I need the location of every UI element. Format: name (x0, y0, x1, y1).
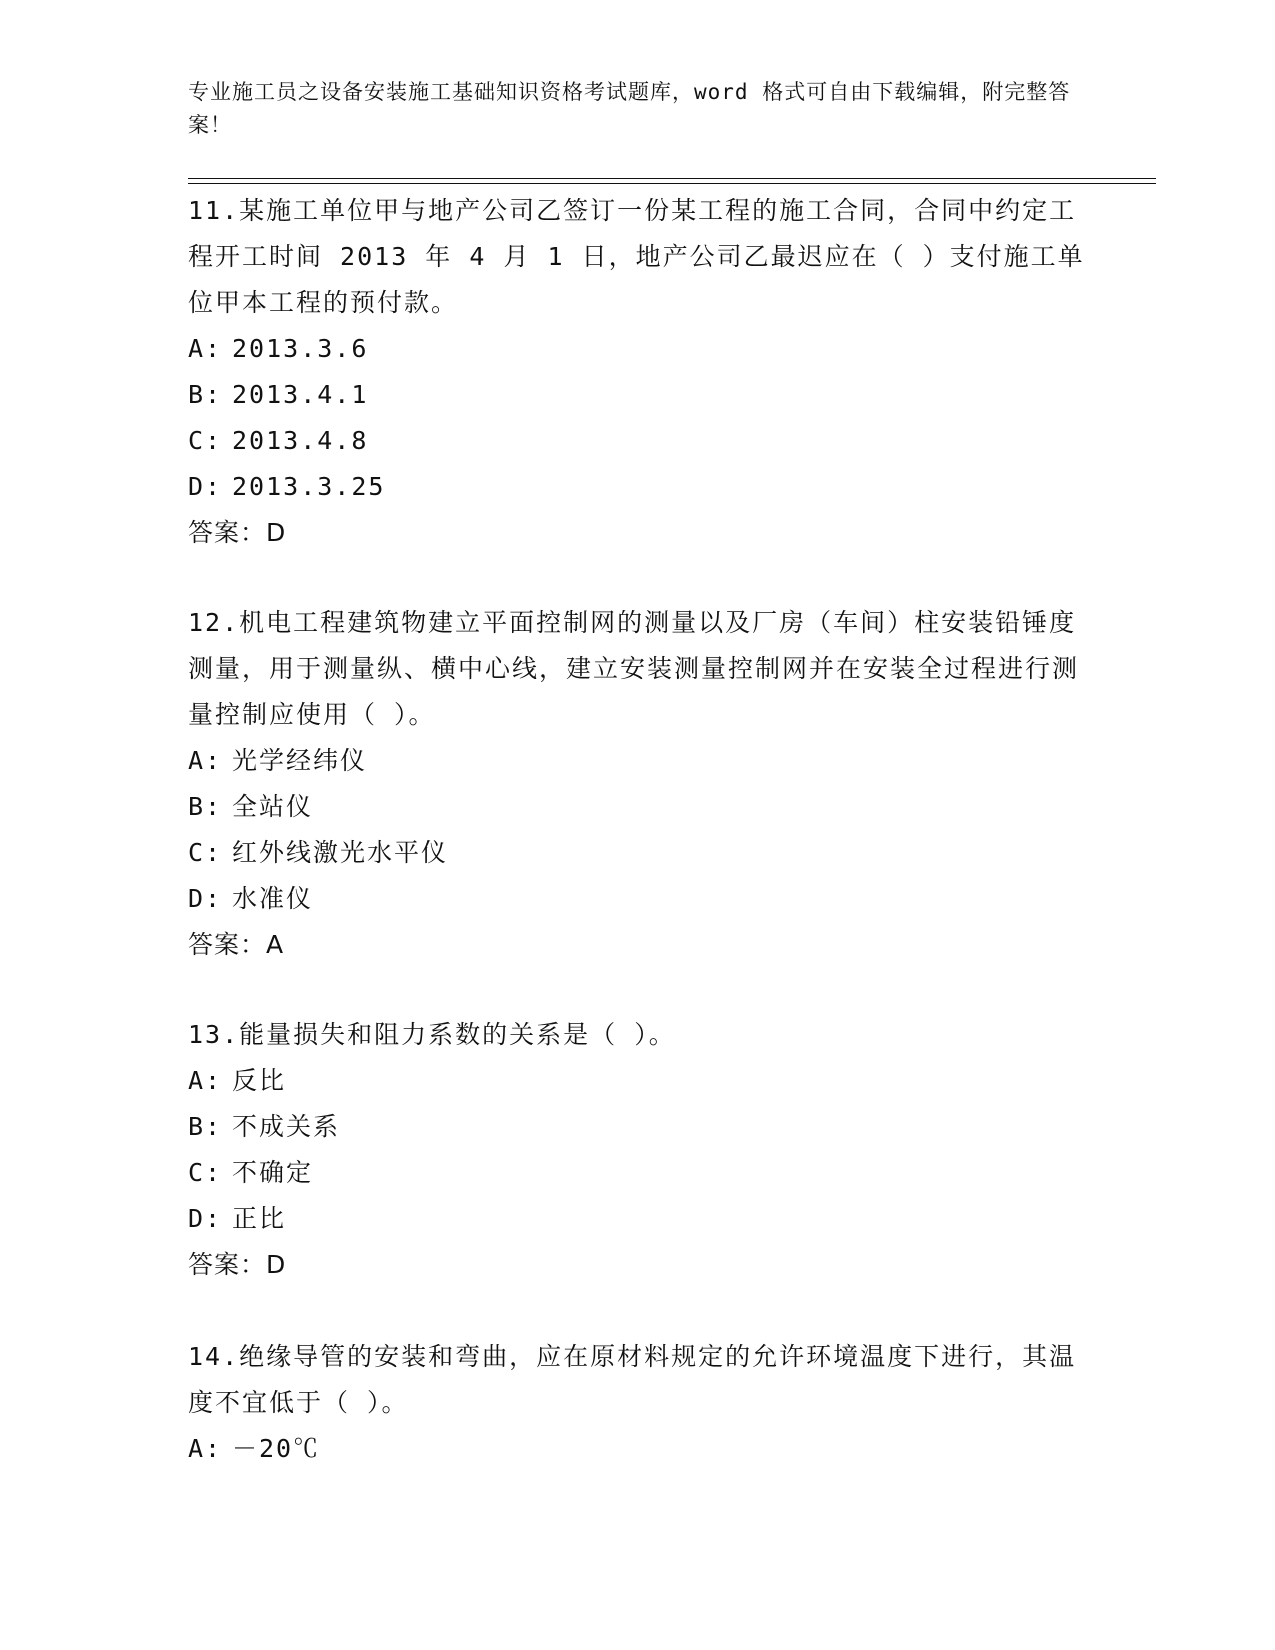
question-11 (188, 188, 1088, 556)
question-stem: 14.绝缘导管的安装和弯曲，应在原材料规定的允许环境温度下进行，其温度不宜低于（ ）。 (188, 1342, 1077, 1417)
option-text: 光学经纬仪 (232, 746, 368, 775)
option-text: 2013.3.25 (232, 472, 386, 501)
option-b (188, 372, 1088, 418)
question-stem: 13.能量损失和阻力系数的关系是（ ）。 (188, 1020, 676, 1049)
question-stem: 11.某施工单位甲与地产公司乙签订一份某工程的施工合同，合同中约定工程开工时间 2013 年 4 月 1 日，地产公司乙最迟应在（ ）支付施工单位甲本工程的预付款。 (188, 196, 1085, 317)
option-a (188, 1426, 1088, 1472)
option-text: 水准仪 (232, 884, 314, 913)
option-letter: C: (188, 1158, 223, 1187)
option-text: 2013.4.1 (232, 380, 369, 409)
option-letter: A: (188, 334, 223, 363)
option-text: 不成关系 (232, 1112, 341, 1141)
answer-line: 答案：D (188, 1250, 287, 1279)
option-c (188, 418, 1088, 464)
option-text: 不确定 (232, 1158, 314, 1187)
option-letter: C: (188, 426, 223, 455)
option-text: 正比 (232, 1204, 287, 1233)
option-letter: A: (188, 746, 223, 775)
option-letter: B: (188, 1112, 223, 1141)
option-d (188, 464, 1088, 510)
question-12 (188, 600, 1088, 968)
option-text: －20℃ (232, 1434, 321, 1463)
option-a (188, 738, 1088, 784)
option-b (188, 784, 1088, 830)
option-letter: C: (188, 838, 223, 867)
option-b (188, 1104, 1088, 1150)
question-14 (188, 1334, 1088, 1472)
header-divider-top (188, 178, 1156, 179)
option-text: 全站仪 (232, 792, 314, 821)
answer-line: 答案：A (188, 930, 285, 959)
answer-line: 答案：D (188, 518, 287, 547)
option-text: 2013.3.6 (232, 334, 369, 363)
option-letter: D: (188, 1204, 223, 1233)
option-letter: A: (188, 1434, 223, 1463)
option-letter: A: (188, 1066, 223, 1095)
option-letter: B: (188, 792, 223, 821)
option-letter: D: (188, 884, 223, 913)
header-divider-bottom (188, 183, 1156, 184)
option-letter: D: (188, 472, 223, 501)
option-a (188, 1058, 1088, 1104)
option-text: 2013.4.8 (232, 426, 369, 455)
document-header: 专业施工员之设备安装施工基础知识资格考试题库，word 格式可自由下载编辑，附完整答案！ (188, 80, 1071, 137)
option-c (188, 1150, 1088, 1196)
question-13 (188, 1012, 1088, 1288)
option-d (188, 876, 1088, 922)
option-a (188, 326, 1088, 372)
option-letter: B: (188, 380, 223, 409)
option-text: 红外线激光水平仪 (232, 838, 449, 867)
option-text: 反比 (232, 1066, 287, 1095)
option-c (188, 830, 1088, 876)
question-stem: 12.机电工程建筑物建立平面控制网的测量以及厂房（车间）柱安装铅锤度测量，用于测量纵、横中心线，建立安装测量控制网并在安装全过程进行测量控制应使用（ ）。 (188, 608, 1080, 729)
option-d (188, 1196, 1088, 1242)
